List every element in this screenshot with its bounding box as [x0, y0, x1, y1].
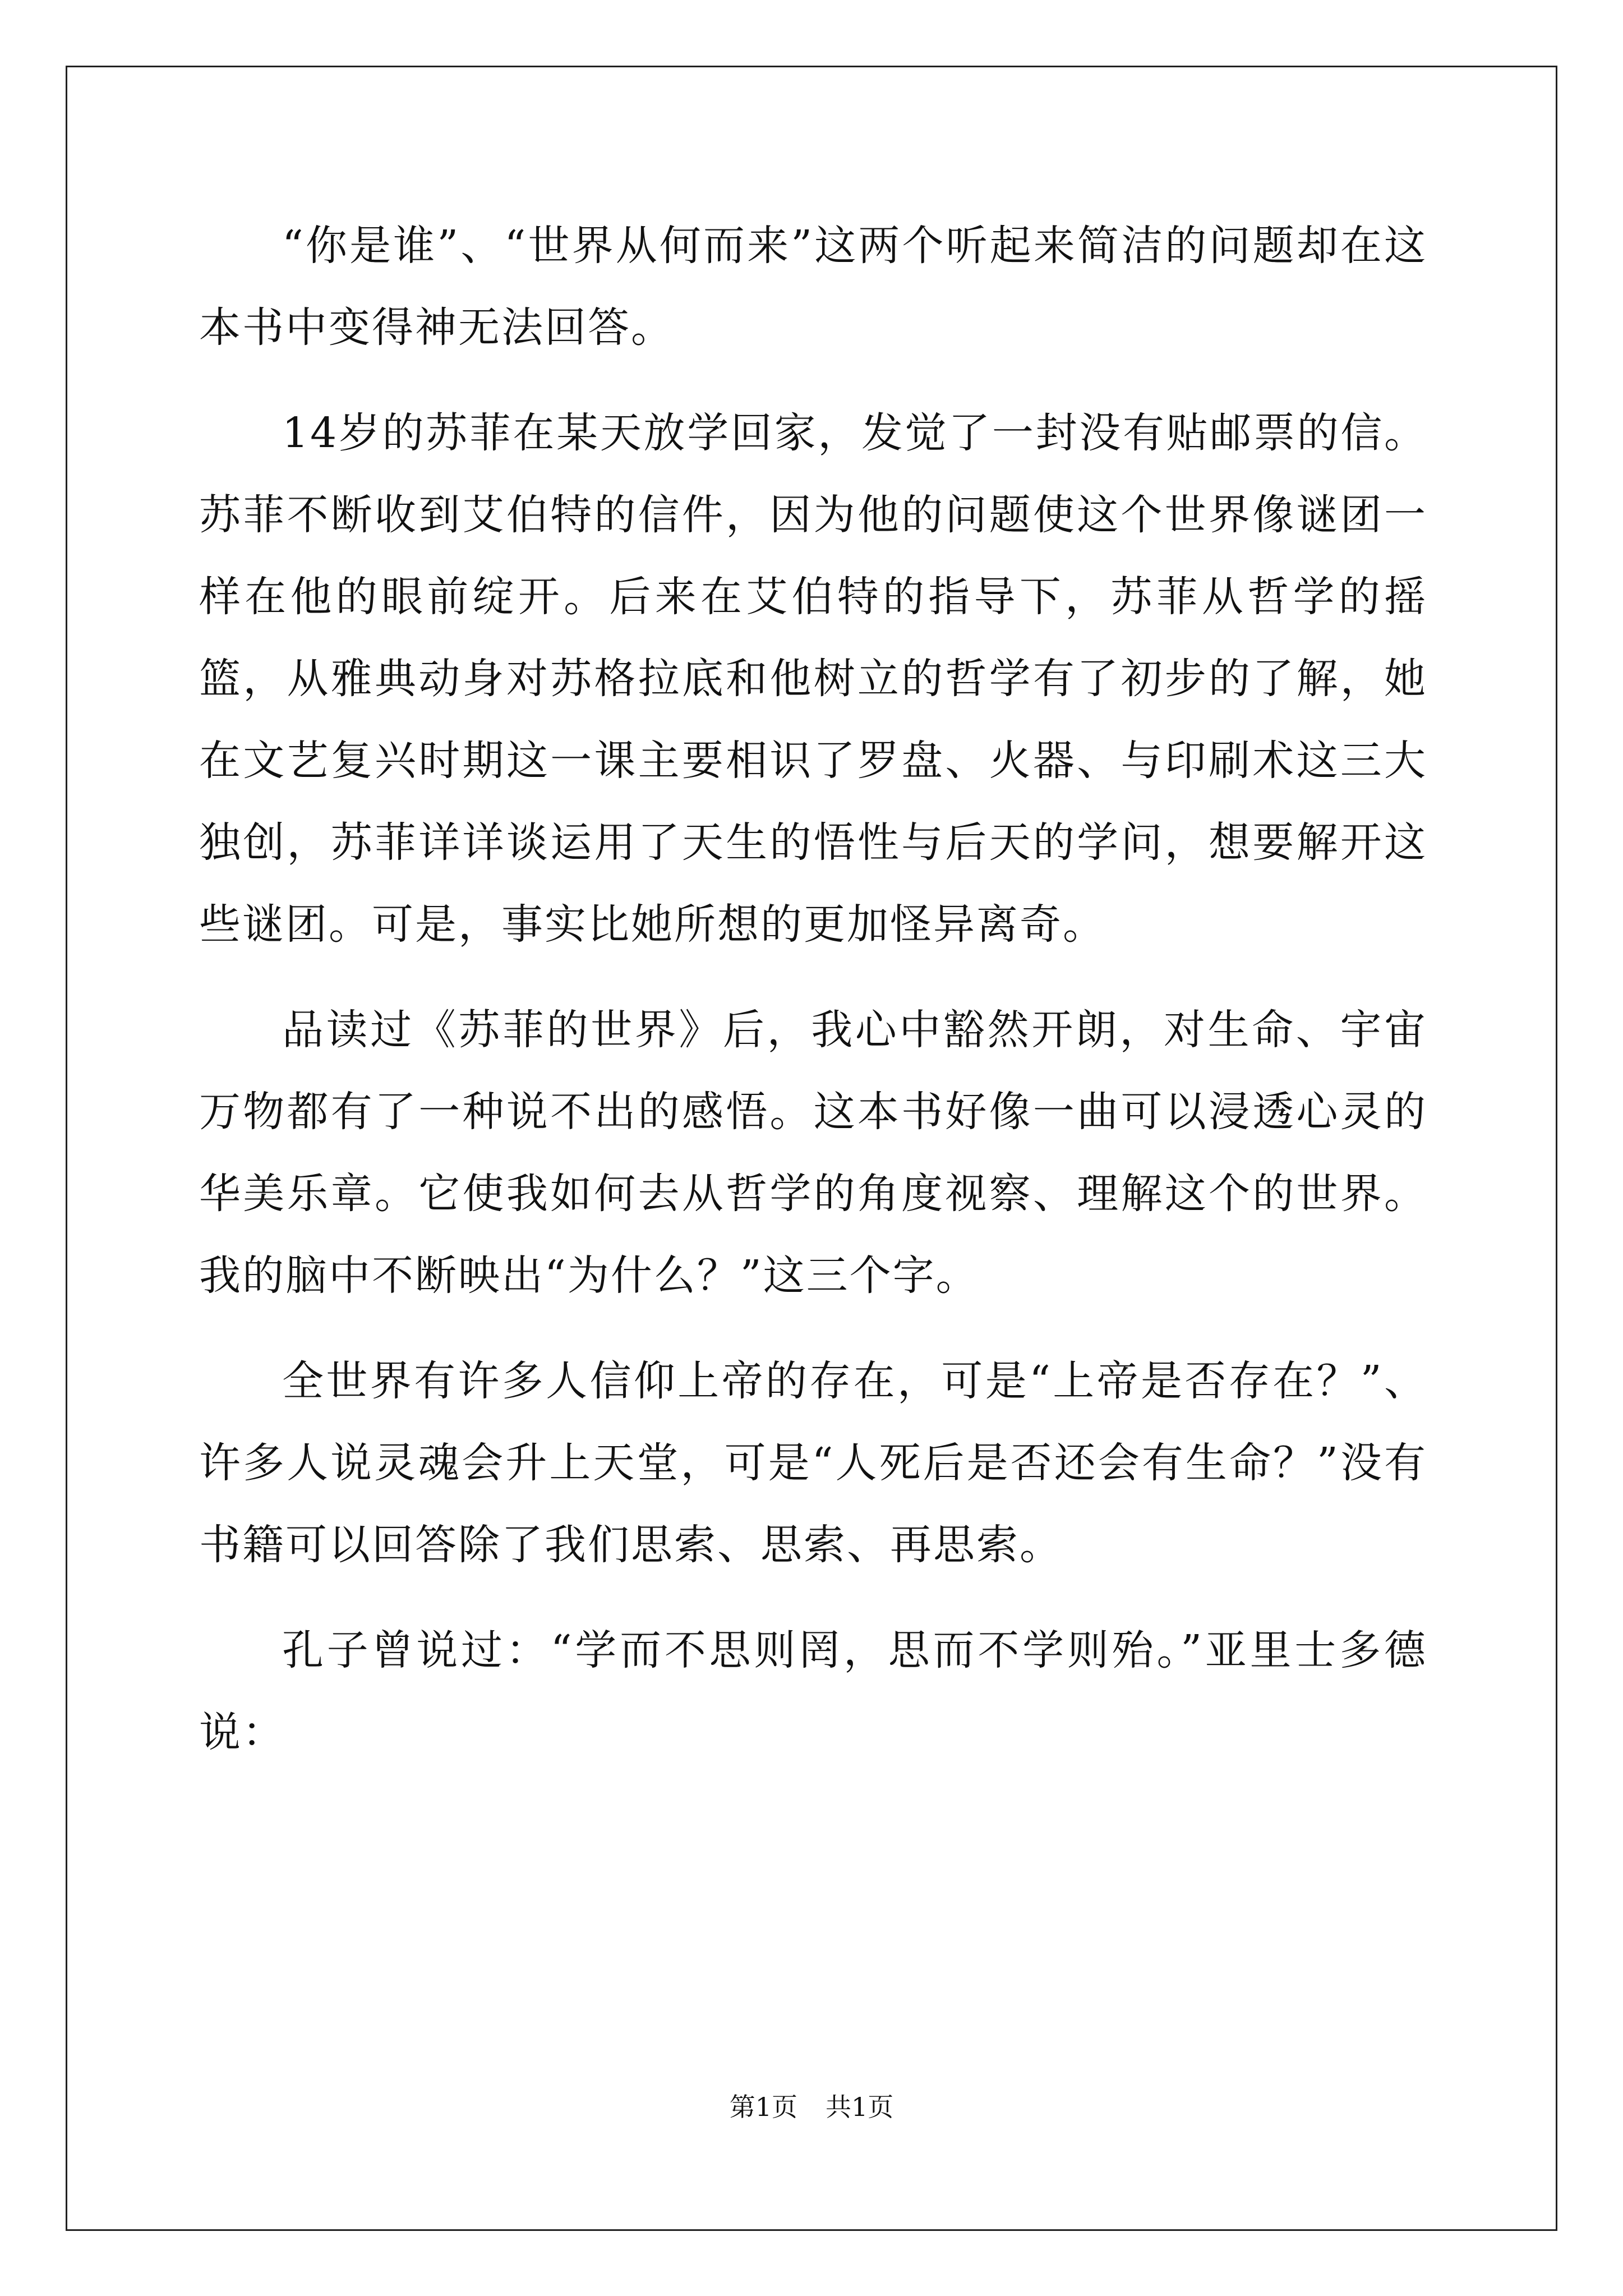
paragraph: 孔子曾说过：“学而不思则罔，思而不学则殆。”亚里士多德说： [199, 1626, 1427, 1756]
paragraph: 全世界有许多人信仰上帝的存在，可是“上帝是否存在？”、许多人说灵魂会升上天堂，可是“人死后是否还会有生命？”没有书籍可以回答除了我们思索、思索、再思索。 [199, 1357, 1427, 1569]
paragraph: “你是谁”、“世界从何而来”这两个听起来简洁的问题却在这本书中变得神无法回答。 [199, 222, 1427, 352]
page-number: 第1页 [729, 2092, 797, 2122]
paragraph: 14岁的苏菲在某天放学回家，发觉了一封没有贴邮票的信。苏菲不断收到艾伯特的信件，因为他的问题使这个世界像谜团一样在他的眼前绽开。后来在艾伯特的指导下，苏菲从哲学的摇篮，从雅典动身对苏格拉底和他树立的哲学有了初步的了解，她在文艺复兴时期这一课主要相识了罗盘、火器、与印刷术这三大独创，苏菲详详谈运用了天生的悟性与后天的学问，想要解开这些谜团。可是，事实比她所想的更加怪异离奇。 [199, 409, 1427, 949]
page-footer [0, 2087, 1623, 2124]
document-body [199, 205, 1427, 1797]
paragraph: 品读过《苏菲的世界》后，我心中豁然开朗，对生命、宇宙万物都有了一种说不出的感悟。这本书好像一曲可以浸透心灵的华美乐章。它使我如何去从哲学的角度视察、理解这个的世界。我的脑中不断映出“为什么？”这三个字。 [199, 1006, 1427, 1300]
page-total: 共1页 [826, 2092, 894, 2122]
